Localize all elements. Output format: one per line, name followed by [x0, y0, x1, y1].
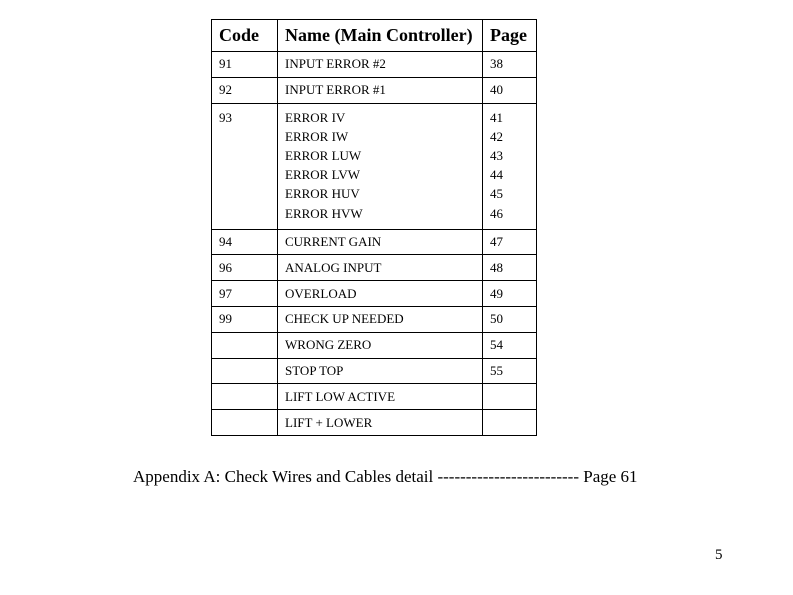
table-row [212, 77, 537, 103]
row-page: 47 [483, 229, 537, 255]
header-code: Code [212, 20, 278, 52]
table-row [212, 52, 537, 78]
row-name-line: ERROR HUV [285, 186, 360, 202]
row-code: 94 [212, 229, 278, 255]
table-row [212, 103, 537, 229]
row-page-line: 43 [490, 147, 503, 163]
table-row [212, 281, 537, 307]
row-page: 38 [483, 52, 537, 78]
row-page [483, 410, 537, 436]
row-page: 55 [483, 358, 537, 384]
table-header-row [212, 20, 537, 52]
row-names [278, 103, 483, 229]
appendix-reference: Appendix A: Check Wires and Cables detail ------------------------- Page 61 [133, 467, 638, 486]
row-page: 54 [483, 332, 537, 358]
row-code [212, 358, 278, 384]
row-name: OVERLOAD [278, 281, 483, 307]
row-name-line: ERROR IV [285, 109, 346, 125]
row-code: 92 [212, 77, 278, 103]
row-code [212, 332, 278, 358]
row-name: LIFT + LOWER [278, 410, 483, 436]
row-page: 48 [483, 255, 537, 281]
row-page: 49 [483, 281, 537, 307]
row-page: 50 [483, 306, 537, 332]
row-code [212, 384, 278, 410]
table-row [212, 358, 537, 384]
row-name: INPUT ERROR #1 [278, 77, 483, 103]
row-code: 97 [212, 281, 278, 307]
row-page-line: 46 [490, 205, 503, 221]
table-row [212, 332, 537, 358]
header-page: Page [483, 20, 537, 52]
row-name-line: ERROR IW [285, 128, 349, 144]
row-name: CURRENT GAIN [278, 229, 483, 255]
row-code: 93 [212, 103, 278, 229]
error-code-table [211, 19, 537, 436]
page-number: 5 [715, 547, 723, 563]
row-name: ANALOG INPUT [278, 255, 483, 281]
table-row [212, 410, 537, 436]
row-page-line: 44 [490, 167, 503, 183]
row-code: 96 [212, 255, 278, 281]
row-page [483, 384, 537, 410]
row-code: 91 [212, 52, 278, 78]
table-row [212, 384, 537, 410]
table-row [212, 229, 537, 255]
table-row [212, 306, 537, 332]
row-code: 99 [212, 306, 278, 332]
row-code [212, 410, 278, 436]
row-name: LIFT LOW ACTIVE [278, 384, 483, 410]
row-name-line: ERROR LVW [285, 167, 360, 183]
row-page-line: 42 [490, 128, 503, 144]
row-name: STOP TOP [278, 358, 483, 384]
header-name: Name (Main Controller) [278, 20, 483, 52]
row-pages [483, 103, 537, 229]
row-name: INPUT ERROR #2 [278, 52, 483, 78]
row-name-line: ERROR HVW [285, 205, 363, 221]
table-row [212, 255, 537, 281]
row-page: 40 [483, 77, 537, 103]
row-page-line: 41 [490, 109, 503, 125]
row-name: WRONG ZERO [278, 332, 483, 358]
row-name-line: ERROR LUW [285, 147, 362, 163]
row-page-line: 45 [490, 186, 503, 202]
row-name: CHECK UP NEEDED [278, 306, 483, 332]
